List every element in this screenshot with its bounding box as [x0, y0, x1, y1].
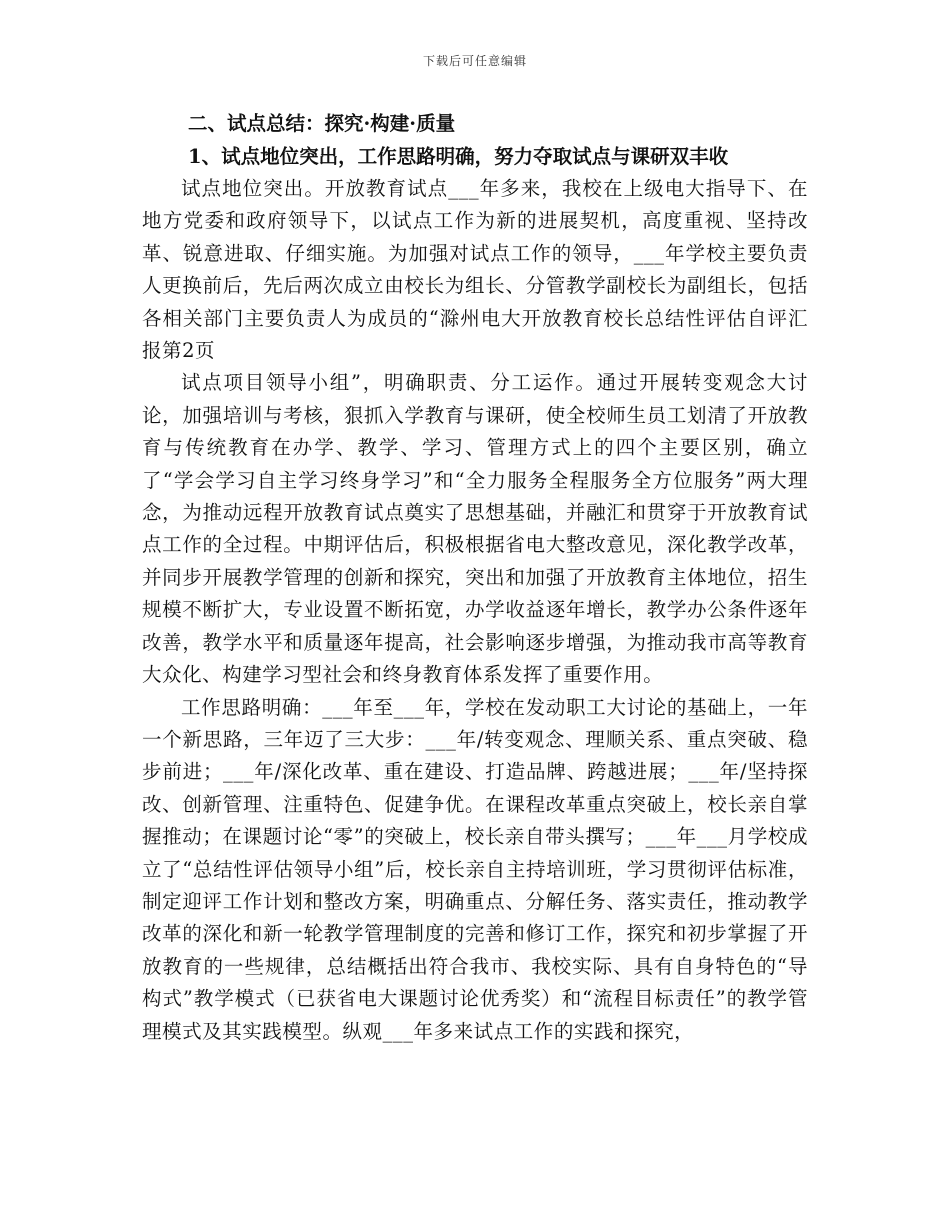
subsection-heading: 1、试点地位突出，工作思路明确，努力夺取试点与课研双丰收: [188, 145, 729, 168]
paragraph-work-approach: 工作思路明确：___年至___年，学校在发动职工大讨论的基础上，一年一个新思路，三年迈了三大步：___年/转变观念、理顺关系、重点突破、稳步前进；___年/深化改革、重在建设、打造品牌、跨越进展；___年/坚持探改、创新管理、注重特色、促建争优。在课程改革重点突破上，校长亲自掌握推动；在课题讨论“零”的突破上，校长亲自带头撰写；___年___月学校成立了“总结性评估领导小组”后，校长亲自主持培训班，学习贯彻评估标准，制定迎评工作计划和整改方案，明确重点、分解任务、落实责任，推动教学改革的深化和新一轮教学管理制度的完善和修订工作，探究和初步掌握了开放教育的一些规律，总结概括出符合我市、我校实际、具有自身特色的“导构式”教学模式（已获省电大课题讨论优秀奖）和“流程目标责任”的教学管理模式及其实践模型。纵观___年多来试点工作的实践和探究，: [142, 695, 808, 1043]
paragraph-leadership-group: 试点项目领导小组”，明确职责、分工运作。通过开展转变观念大讨论，加强培训与考核，狠抓入学教育与课研，使全校师生员工划清了开放教育与传统教育在办学、教学、学习、管理方式上的四个主要区别，确立了“学会学习自主学习终身学习”和“全力服务全程服务全方位服务”两大理念，为推动远程开放教育试点奠实了思想基础，并融汇和贯穿于开放教育试点工作的全过程。中期评估后，积极根据省电大整改意见，深化教学改革，并同步开展教学管理的创新和探究，突出和加强了开放教育主体地位，招生规模不断扩大，专业设置不断拓宽，办学收益逐年增长，教学办公条件逐年改善，教学水平和质量逐年提高，社会影响逐步增强，为推动我市高等教育大众化、构建学习型社会和终身教育体系发挥了重要作用。: [142, 371, 808, 687]
page-header: 下载后可任意编辑: [422, 54, 527, 68]
document-body: [142, 107, 808, 1048]
paragraph-pilot-status: 试点地位突出。开放教育试点___年多来，我校在上级电大指导下、在地方党委和政府领导下，以试点工作为新的进展契机，高度重视、坚持改革、锐意进取、仔细实施。为加强对试点工作的领导，___年学校主要负责人更换前后，先后两次成立由校长为组长、分管教学副校长为副组长，包括各相关部门主要负责人为成员的“滁州电大开放教育校长总结性评估自评汇报第2页: [142, 177, 808, 363]
section-heading: 二、试点总结：探究·构建·质量: [188, 112, 456, 135]
